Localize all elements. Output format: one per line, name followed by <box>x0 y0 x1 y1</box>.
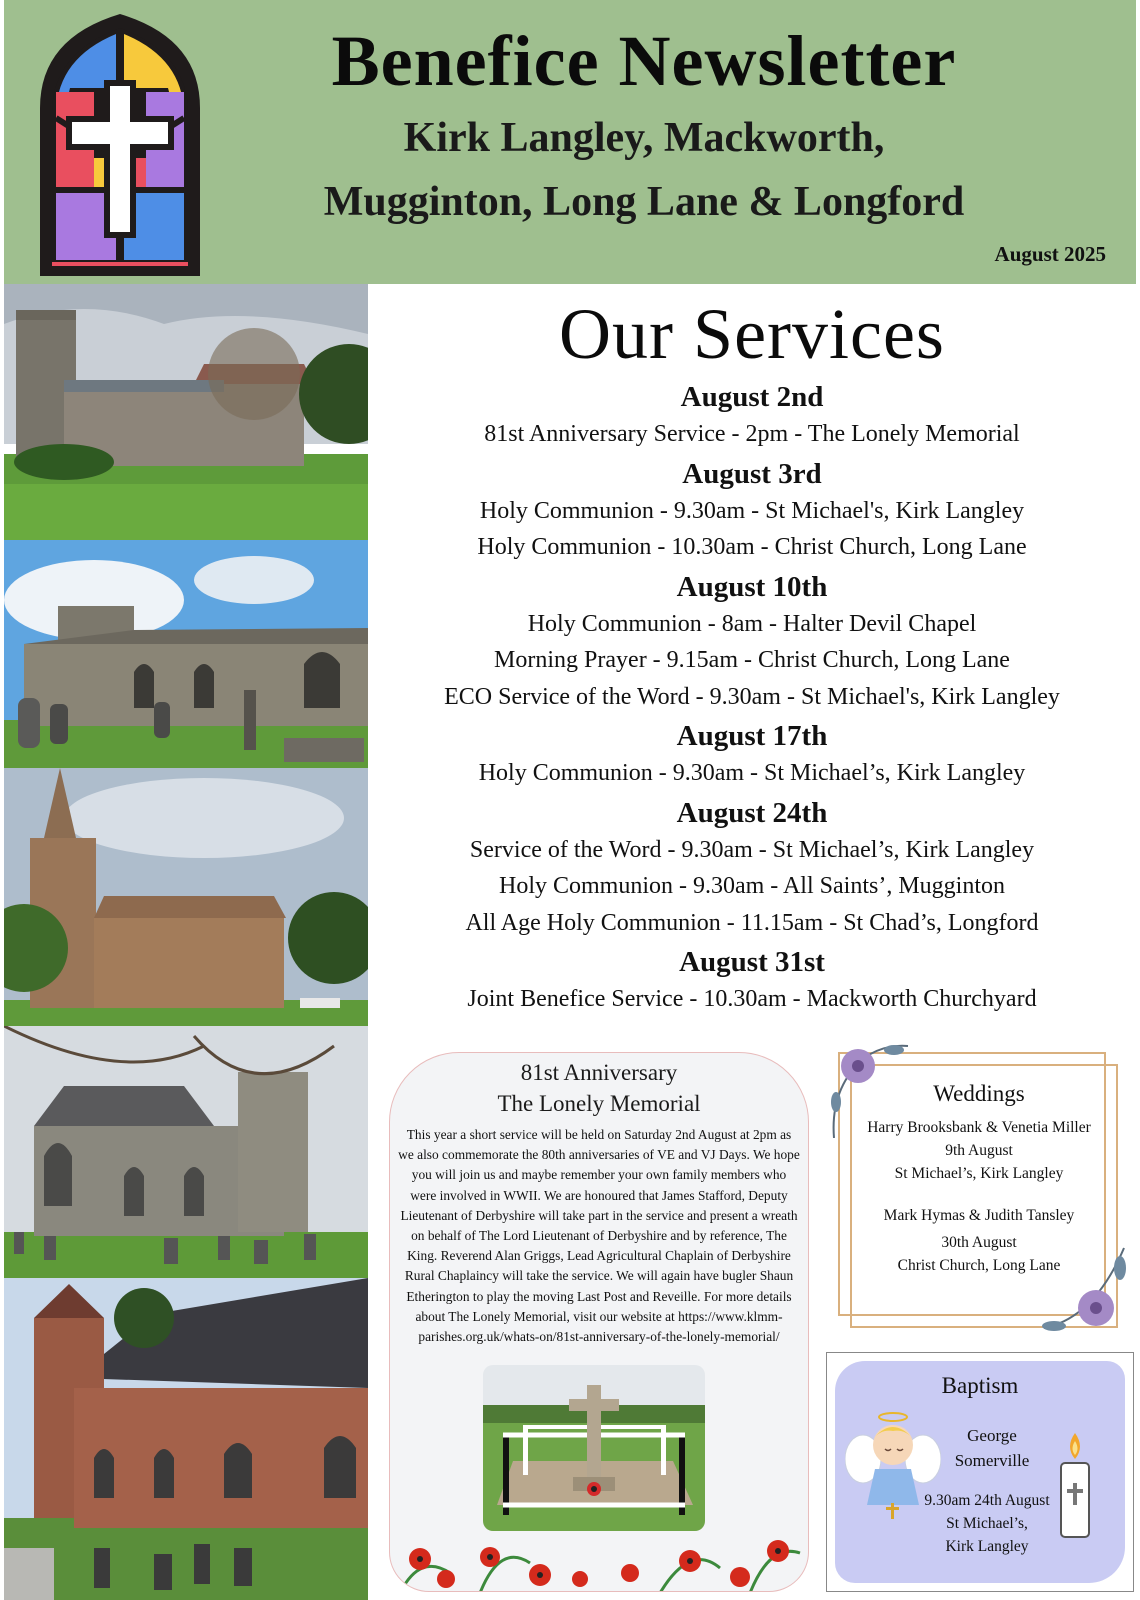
weddings-title: Weddings <box>933 1081 1025 1106</box>
wedding-date: 30th August <box>941 1234 1017 1251</box>
weddings-panel <box>824 1038 1134 1338</box>
baptism-panel <box>826 1352 1134 1592</box>
baptism-place-line-2: Kirk Langley <box>945 1538 1029 1555</box>
baptism-title: Baptism <box>941 1373 1019 1398</box>
memorial-cross-photo <box>483 1365 705 1531</box>
candle-icon <box>1055 1431 1095 1541</box>
weddings-content <box>824 1078 1134 1277</box>
service-item: Holy Communion - 10.30am - Christ Church, Long Lane <box>477 534 1027 560</box>
baptism-name <box>927 1423 1057 1473</box>
service-day-label: August 17th <box>676 720 828 752</box>
baptism-first-name: George <box>967 1426 1017 1445</box>
wedding-date: 9th August <box>945 1142 1013 1159</box>
church-photo-long-lane <box>4 1278 368 1600</box>
baptism-surname: Somerville <box>954 1451 1030 1470</box>
newsletter-page <box>4 0 1136 1600</box>
services-heading: Our Services <box>559 294 945 374</box>
service-item: All Age Holy Communion - 11.15am - St Chad’s, Longford <box>465 909 1039 936</box>
services-section <box>376 292 1128 1018</box>
memorial-title-line-2: The Lonely Memorial <box>497 1091 701 1116</box>
parish-names-line-1: Kirk Langley, Mackworth, <box>403 115 885 161</box>
service-item: Holy Communion - 9.30am - All Saints’, Mugginton <box>498 873 1005 899</box>
memorial-description: This year a short service will be held on Saturday 2nd August at 2pm as we also commemorate the 80th anniversaries of VE and VJ Days. We hope you will join us and maybe remember your own family members who were involved in WWII. We are honoured that James Stafford, Deputy Lieutenant of Derbyshire will take part in the service and present a wreath on behalf of The Lord Lieutenant of Derbyshire and by reference, The King. Reverend Alan Griggs, Lead Agricultural Chaplain of Derbyshire Rural Chaplaincy will take the service. We will again have bugler Shaun Etherington to play the moving Last Post and Reveille. For more details about The Lonely Memorial, visit our website at https://www.klmm-parishes.org.uk/whats-on/81st-anniversary-of-the-lonely-memorial/ <box>398 1127 800 1345</box>
newsletter-title: Benefice Newsletter <box>331 21 957 101</box>
service-day-label: August 24th <box>676 796 828 829</box>
church-photo-mugginton <box>4 768 368 1026</box>
church-photo-mackworth <box>4 540 368 768</box>
service-day-label: August 2nd <box>680 381 824 413</box>
header-banner <box>4 0 1136 284</box>
issue-date: August 2025 <box>994 242 1106 266</box>
service-item: Holy Communion - 8am - Halter Devil Chapel <box>527 610 977 637</box>
service-item: Service of the Word - 9.30am - St Michael’s, Kirk Langley <box>469 836 1035 863</box>
lonely-memorial-panel <box>389 1052 809 1592</box>
service-day-label: August 3rd <box>682 457 822 490</box>
baptism-time: 9.30am 24th August <box>924 1492 1050 1509</box>
parish-names-line-2: Mugginton, Long Lane & Longford <box>323 179 965 225</box>
service-item: Morning Prayer - 9.15am - Christ Church, Long Lane <box>494 647 1010 673</box>
wedding-place: St Michael’s, Kirk Langley <box>894 1165 1064 1182</box>
service-item: Holy Communion - 9.30am - St Michael's, Kirk Langley <box>479 497 1025 524</box>
baptism-place-line-1: St Michael’s, <box>946 1515 1028 1532</box>
service-item: 81st Anniversary Service - 2pm - The Lonely Memorial <box>484 421 1020 447</box>
poppy-border-icon <box>390 1513 808 1592</box>
service-item: Holy Communion - 9.30am - St Michael’s, Kirk Langley <box>478 760 1026 786</box>
service-day-label: August 31st <box>679 946 825 978</box>
wedding-couple: Harry Brooksbank & Venetia Miller <box>867 1119 1091 1136</box>
wedding-place: Christ Church, Long Lane <box>897 1257 1061 1274</box>
memorial-title-line-1: 81st Anniversary <box>520 1060 678 1085</box>
service-item: ECO Service of the Word - 9.30am - St Michael's, Kirk Langley <box>444 683 1060 710</box>
wedding-couple: Mark Hymas & Judith Tansley <box>883 1207 1075 1224</box>
church-photos-column <box>4 284 368 1600</box>
stained-glass-window-icon <box>30 8 210 280</box>
church-photo-kirk-langley <box>4 284 368 540</box>
church-photo-longford <box>4 1026 368 1278</box>
service-item: Joint Benefice Service - 10.30am - Mackworth Churchyard <box>467 986 1037 1012</box>
service-day-label: August 10th <box>676 570 828 603</box>
